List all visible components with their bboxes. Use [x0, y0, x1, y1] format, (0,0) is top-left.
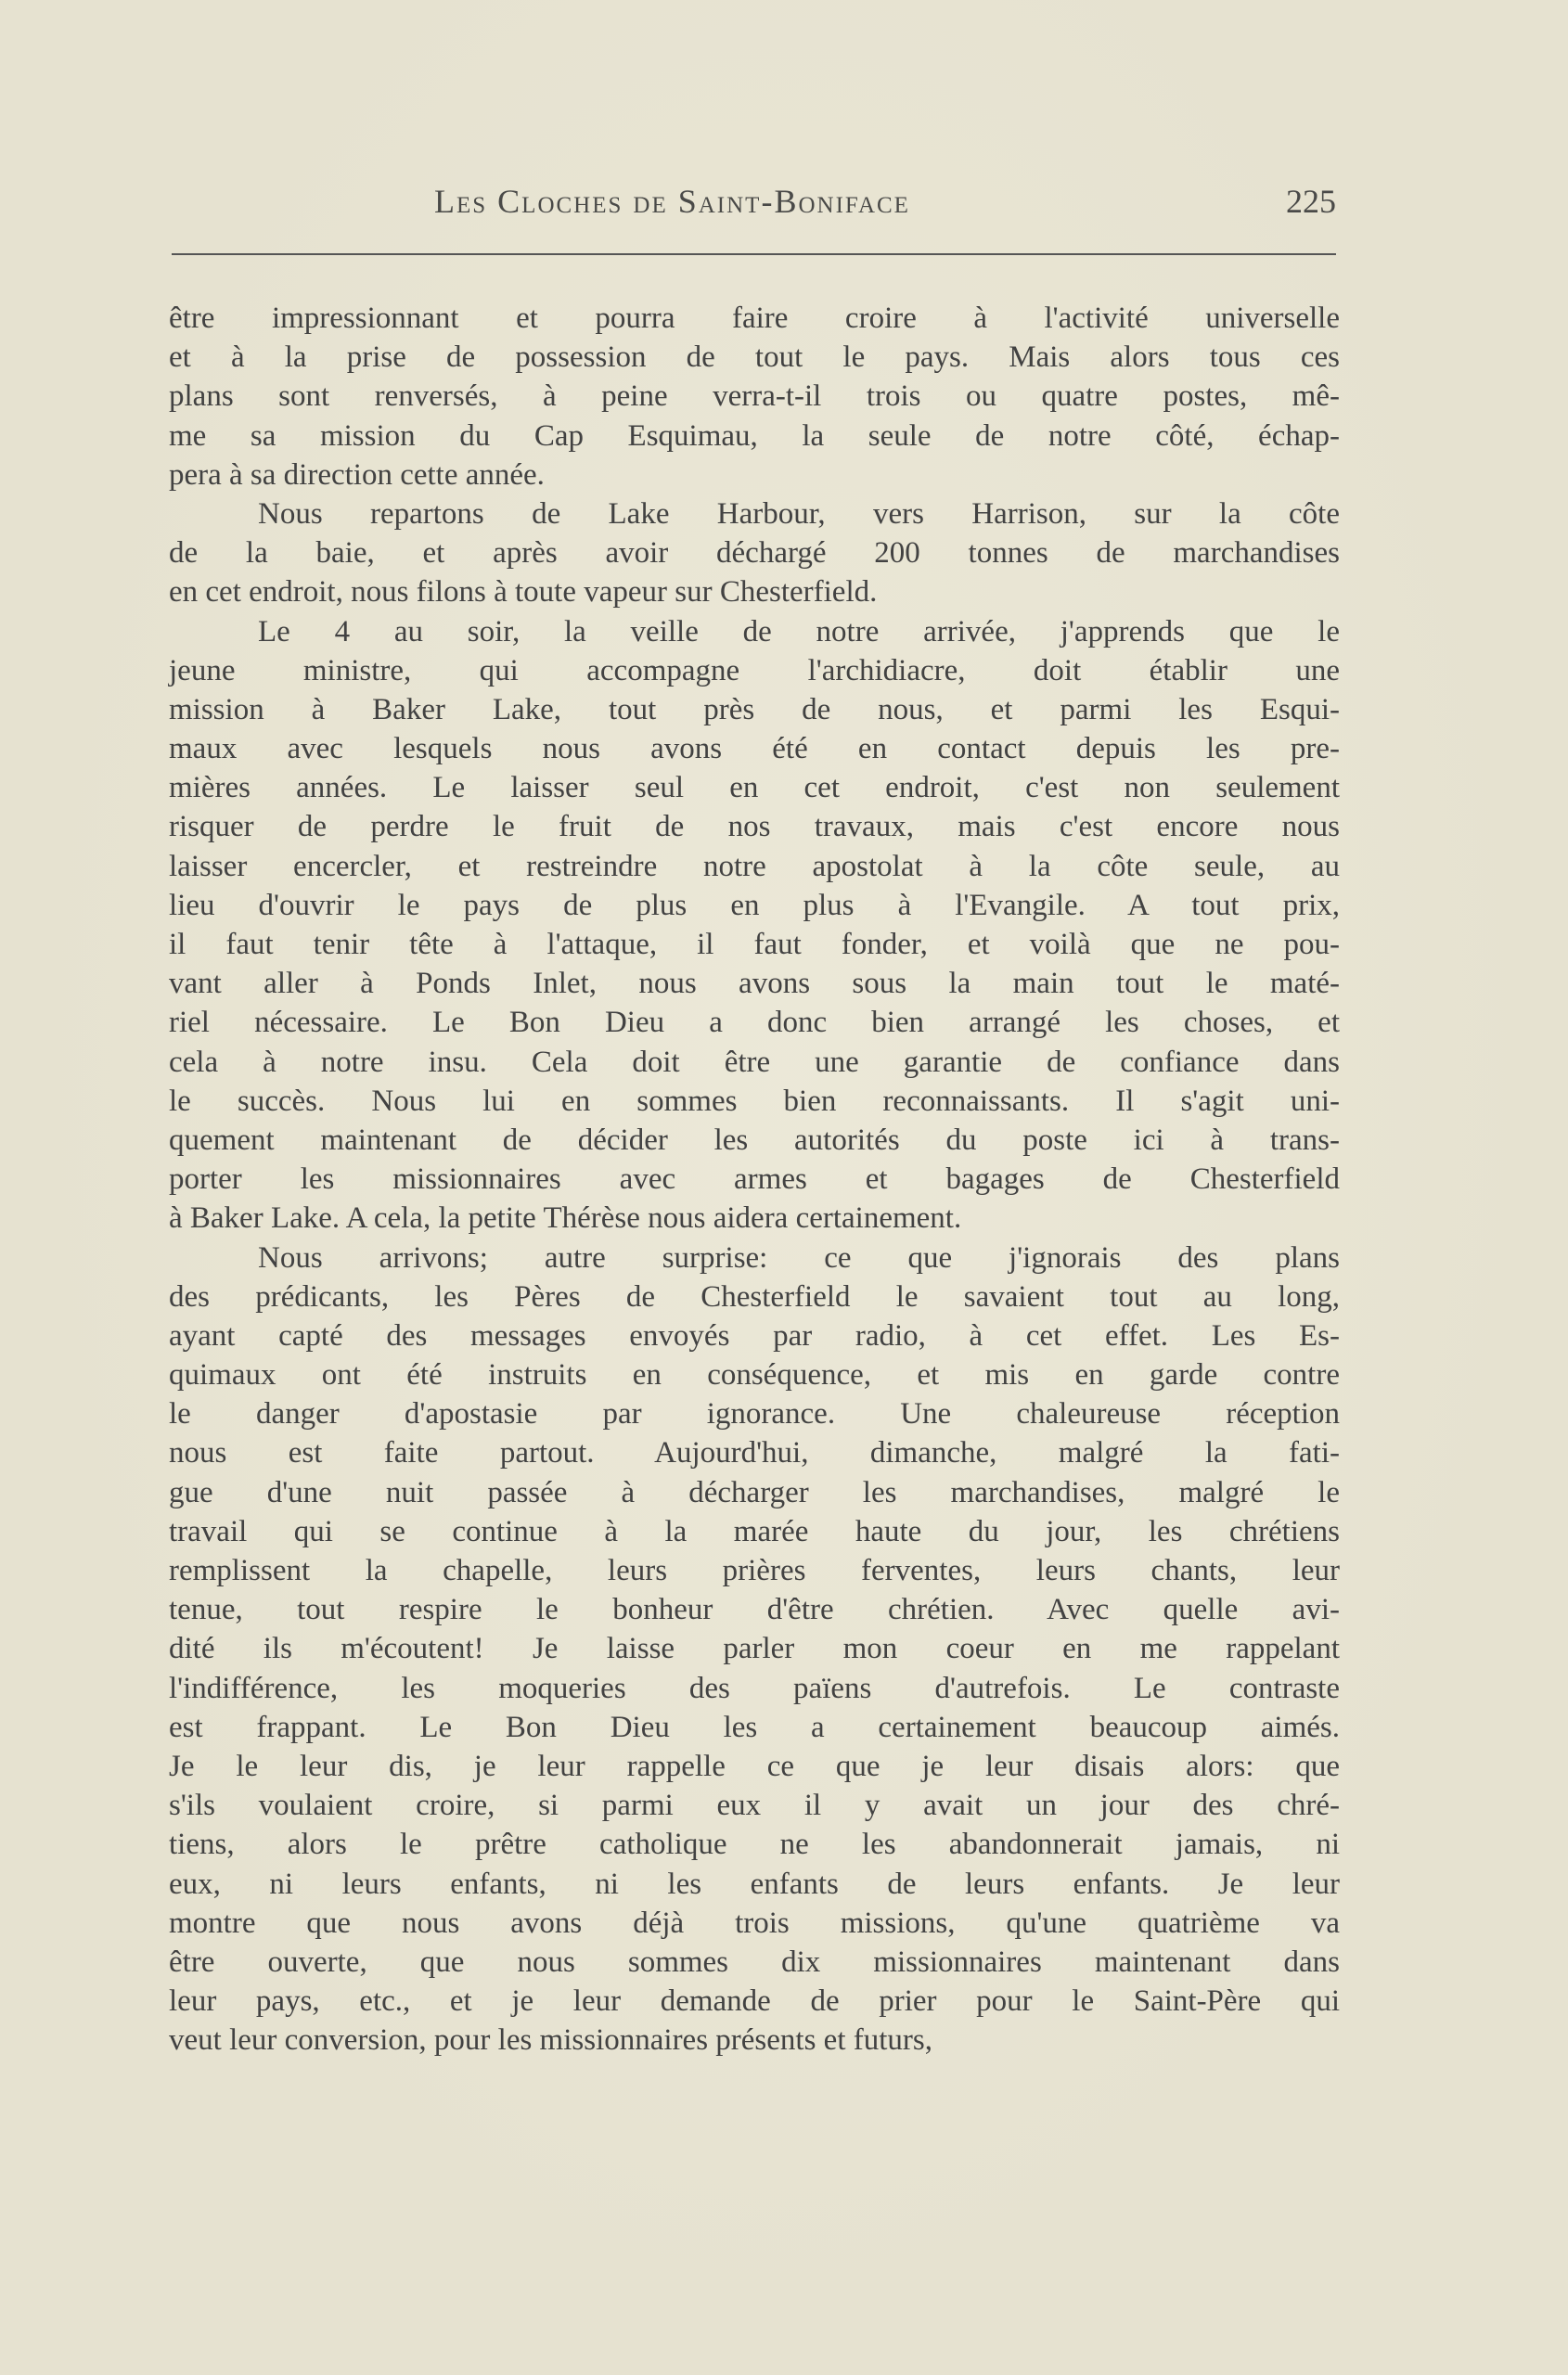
paragraph — [169, 1239, 1340, 2060]
text-line: mission à Baker Lake, tout près de nous, et parmi les Esqui- — [169, 692, 1340, 726]
text-line: et à la prise de possession de tout le pays. Mais alors tous ces — [169, 340, 1340, 375]
text-line: lieu d'ouvrir le pays de plus en plus à l'Evangile. A tout prix, — [169, 888, 1340, 922]
text-line: le succès. Nous lui en sommes bien reconnaissants. Il s'agit uni- — [169, 1084, 1340, 1118]
text-line: être impressionnant et pourra faire croire à l'activité universelle — [169, 302, 1340, 335]
text-line: mières années. Le laisser seul en cet endroit, c'est non seulement — [169, 771, 1340, 805]
text-line: eux, ni leurs enfants, ni les enfants de leurs enfants. Je leur — [169, 1867, 1340, 1901]
text-line: veut leur conversion, pour les missionnaires présents et futurs, — [169, 2023, 932, 2058]
text-line: remplissent la chapelle, leurs prières ferventes, leurs chants, leur — [169, 1554, 1340, 1587]
text-line: porter les missionnaires avec armes et bagages de Chesterfield — [169, 1162, 1340, 1197]
text-line: tenue, tout respire le bonheur d'être chrétien. Avec quelle avi- — [169, 1593, 1340, 1627]
running-header — [172, 182, 1336, 228]
text-line: cela à notre insu. Cela doit être une garantie de confiance dans — [169, 1045, 1340, 1079]
text-line: des prédicants, les Pères de Chesterfield le savaient tout au long, — [169, 1279, 1340, 1314]
text-line: riel nécessaire. Le Bon Dieu a donc bien arrangé les choses, et — [169, 1006, 1340, 1040]
text-line: être ouverte, que nous sommes dix missionnaires maintenant dans — [169, 1945, 1340, 1979]
text-line: s'ils voulaient croire, si parmi eux il y avait un jour des chré- — [169, 1789, 1340, 1823]
text-line: jeune ministre, qui accompagne l'archidiacre, doit établir une — [169, 653, 1340, 687]
text-line: laisser encercler, et restreindre notre apostolat à la côte seule, au — [169, 849, 1340, 883]
text-line: l'indifférence, les moqueries des païens d'autrefois. Le contraste — [169, 1671, 1340, 1705]
running-title: Les Cloches de Saint-Boniface — [434, 183, 910, 220]
text-line: dité ils m'écoutent! Je laisse parler mon coeur en me rappelant — [169, 1632, 1340, 1666]
text-line: ayant capté des messages envoyés par radio, à cet effet. Les Es- — [169, 1318, 1340, 1353]
text-line: leur pays, etc., et je leur demande de prier pour le Saint-Père qui — [169, 1984, 1340, 2019]
paragraph — [169, 494, 1340, 612]
text-line: Nous arrivons; autre surprise: ce que j'ignorais des plans — [258, 1240, 1340, 1275]
text-line: Le 4 au soir, la veille de notre arrivée, j'apprends que le — [258, 614, 1340, 648]
text-line: en cet endroit, nous filons à toute vapeur sur Chesterfield. — [169, 575, 878, 610]
text-line: plans sont renversés, à peine verra-t-il trois ou quatre postes, mê- — [169, 379, 1340, 414]
text-line: me sa mission du Cap Esquimau, la seule de notre côté, échap- — [169, 418, 1340, 453]
text-line: quimaux ont été instruits en conséquence, et mis en garde contre — [169, 1358, 1340, 1393]
text-line: Nous repartons de Lake Harbour, vers Harrison, sur la côte — [258, 496, 1340, 531]
text-line: quement maintenant de décider les autorités du poste ici à trans- — [169, 1123, 1340, 1157]
text-line: gue d'une nuit passée à décharger les marchandises, malgré le — [169, 1475, 1340, 1509]
text-line: de la baie, et après avoir déchargé 200 tonnes de marchandises — [169, 536, 1340, 571]
text-line: tiens, alors le prêtre catholique ne les abandonnerait jamais, ni — [169, 1828, 1340, 1862]
text-line: à Baker Lake. A cela, la petite Thérèse nous aidera certainement. — [169, 1201, 962, 1236]
paragraph — [169, 612, 1340, 1239]
text-line: il faut tenir tête à l'attaque, il faut fonder, et voilà que ne pou- — [169, 928, 1340, 961]
text-line: Je le leur dis, je leur rappelle ce que je leur disais alors: que — [169, 1749, 1340, 1783]
text-line: le danger d'apostasie par ignorance. Une chaleureuse réception — [169, 1397, 1340, 1431]
text-line: montre que nous avons déjà trois missions, qu'une quatrième va — [169, 1906, 1340, 1940]
text-line: maux avec lesquels nous avons été en contact depuis les pre- — [169, 732, 1340, 766]
text-line: est frappant. Le Bon Dieu les a certainement beaucoup aimés. — [169, 1710, 1340, 1744]
paragraph — [169, 299, 1340, 494]
header-rule — [172, 253, 1336, 255]
text-line: travail qui se continue à la marée haute du jour, les chrétiens — [169, 1514, 1340, 1548]
text-line: pera à sa direction cette année. — [169, 457, 545, 492]
body-text — [169, 299, 1340, 2060]
text-line: vant aller à Ponds Inlet, nous avons sous la main tout le maté- — [169, 967, 1340, 1001]
text-line: risquer de perdre le fruit de nos travaux, mais c'est encore nous — [169, 810, 1340, 844]
text-line: nous est faite partout. Aujourd'hui, dimanche, malgré la fati- — [169, 1436, 1340, 1470]
page-number: 225 — [1286, 183, 1336, 220]
